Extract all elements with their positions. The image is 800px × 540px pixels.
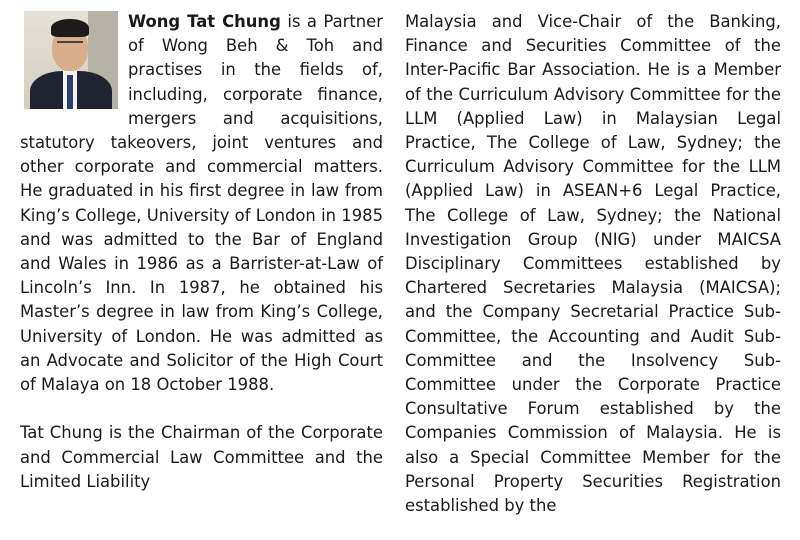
person-name: Wong Tat Chung xyxy=(128,12,281,31)
bio-continuation: Malaysia and Vice-Chair of the Banking, Finance and Securities Committee of the Inter-Pacific Bar Association. He is a Member of the Curriculum Advisory Committee for the LLM (Applied Law) in Malaysian Legal Practice, The College of Law, Sydney; the Curriculum Advisory Committee for the LLM (Applied Law) in ASEAN+6 Legal Practice, The College of Law, Sydney; the National Investigation Group (NIG) under MAICSA Disciplinary Committees established by Chartered Secretaries Malaysia (MAICSA); and the Company Secretarial Practice Sub-Committee, the Accounting and Audit Sub-Committee and the Insolvency Sub-Committee under the Corporate Practice Consultative Forum established by the Companies Commission of Malaysia. He is also a Special Committee Member for the Personal Property Securities Registration established by the xyxy=(405,12,781,516)
bio-paragraph-2: Tat Chung is the Chairman of the Corporate and Commercial Law Committee and the Limited Liability xyxy=(20,423,383,491)
portrait-photo xyxy=(24,11,118,109)
right-column xyxy=(405,10,781,518)
left-column xyxy=(20,10,383,494)
bio-paragraph-1-text: is a Partner of Wong Beh & Toh and practises in the fields of, including, corporate finance, mergers and acquisitions, statutory takeovers, joint ventures and other corporate and commercial matters. He graduated in his first degree in law from King’s College, University of London in 1985 and was admitted to the Bar of England and Wales in 1986 as a Barrister-at-Law of Lincoln’s Inn. In 1987, he obtained his Master’s degree in law from King’s College, University of London. He was admitted as an Advocate and Solicitor of the High Court of Malaya on 18 October 1988. xyxy=(20,12,383,395)
